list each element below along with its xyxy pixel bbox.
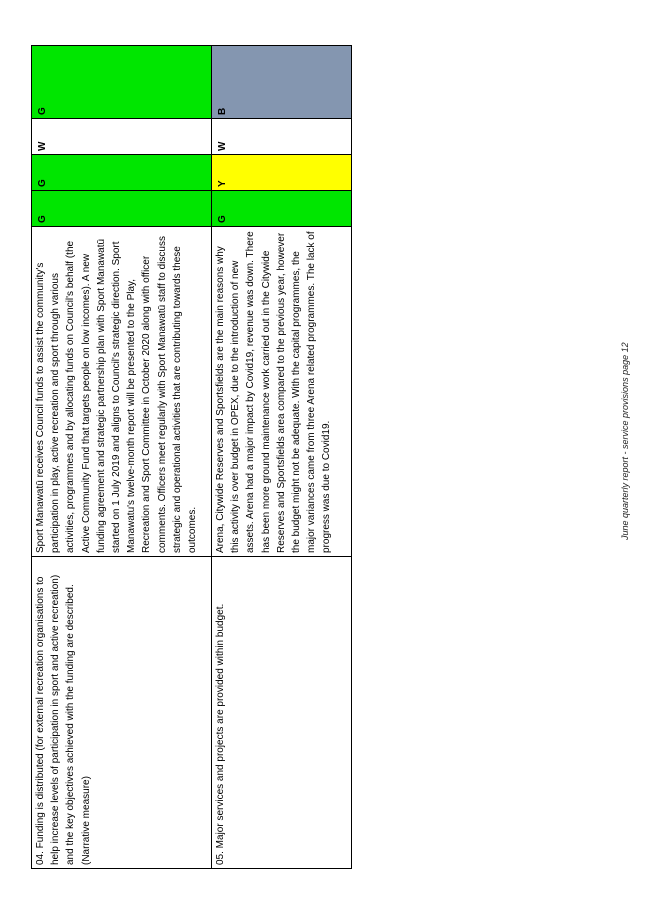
measure-cell: 04. Funding is distributed (for external recreation organisations to help increase levels of participation in sport and active recreation) and the key objectives achieved with the funding are described. (Narrative measure): [32, 557, 212, 869]
table-row: [212, 46, 352, 869]
status-cell-q2: G: [32, 155, 212, 191]
status-cell-q2: Y: [212, 155, 352, 191]
status-cell-q4: B: [212, 46, 352, 119]
status-cell-q1: G: [32, 191, 212, 227]
status-cell-q1: G: [212, 191, 352, 227]
measures-table: [31, 45, 352, 869]
status-cell-q3: W: [212, 119, 352, 155]
commentary-cell: Arena, Citywide Reserves and Sportsfields are the main reasons why this activity is over budget in OPEX, due to the introduction of new assets. Arena had a major impact by Covid19, revenue was down. There has been more ground maintenance work carried out in the Citywide Reserves and Sportsfields area compared to the previous year, however the budget might not be adequate. With the capital programmes, the major variances came from three Arena related programmes. The lack of progress was due to Covid19.: [212, 227, 352, 557]
table-row: [32, 46, 212, 869]
measure-cell: 05. Major services and projects are provided within budget.: [212, 557, 352, 869]
rotated-table-container: [31, 46, 351, 869]
page-footer: June quarterly report - service provisions page 12: [620, 342, 630, 540]
status-cell-q4: G: [32, 46, 212, 119]
commentary-cell: Sport Manawatū receives Council funds to assist the community's participation in play, active recreation and sport through various activities, programmes and by allocating funds on Council's behalf (the Active Community Fund that targets people on low incomes). A new funding agreement and strategic partnership plan with Sport Manawatū started on 1 July 2019 and aligns to Council's strategic direction. Sport Manawatu's twelve-month report will be presented to the Play, Recreation and Sport Committee in October 2020 along with officer comments. Officers meet regularly with Sport Manawatū staff to discuss strategic and operational activities that are contributing towards these outcomes.: [32, 227, 212, 557]
status-cell-q3: W: [32, 119, 212, 155]
